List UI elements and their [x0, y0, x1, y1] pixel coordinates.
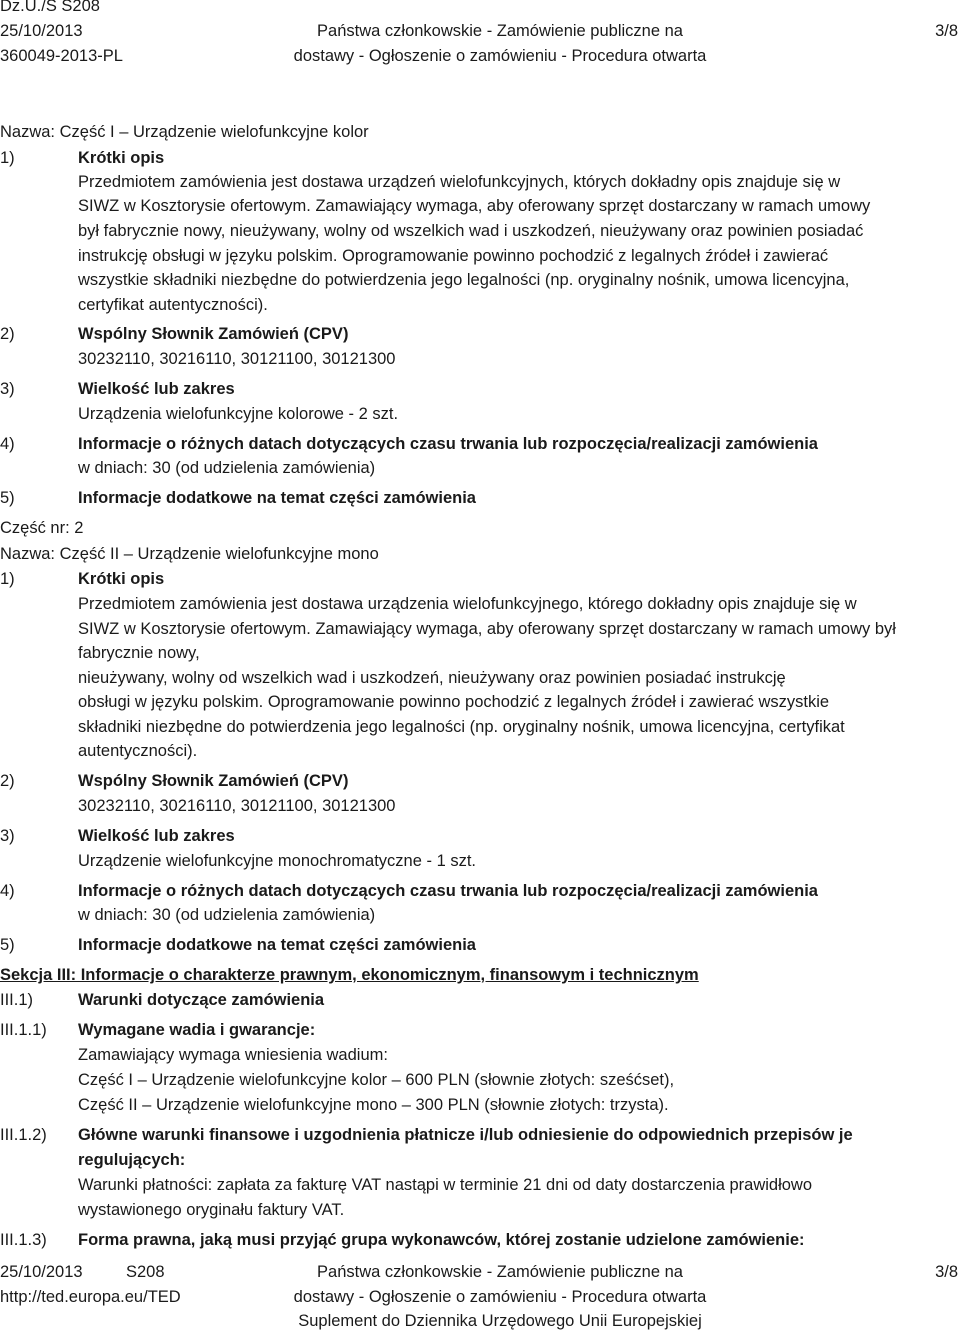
part1-desc-line: wszystkie składniki niezbędne do potwierdzenia jego legalności (np. oryginalny nośnik, umowa licencyjna, — [78, 271, 850, 289]
item-number: 1) — [0, 570, 15, 588]
item-heading: Wielkość lub zakres — [78, 380, 235, 398]
item-number: 3) — [0, 827, 15, 845]
item-heading-cont: regulujących: — [78, 1151, 186, 1169]
item-number: III.1.1) — [0, 1021, 47, 1039]
part1-scope: Urządzenia wielofunkcyjne kolorowe - 2 szt. — [78, 405, 399, 423]
part1-desc-line: certyfikat autentyczności). — [78, 296, 268, 314]
part1-name: Nazwa: Część I – Urządzenie wielofunkcyjne kolor — [0, 123, 369, 141]
part2-scope: Urządzenie wielofunkcyjne monochromatyczne - 1 szt. — [78, 852, 477, 870]
part2-desc-line: autentyczności). — [78, 742, 198, 760]
item-heading: Krótki opis — [78, 570, 165, 588]
item-heading: Krótki opis — [78, 149, 165, 167]
deposit-line: Część I – Urządzenie wielofunkcyjne kolor – 600 PLN (słownie złotych: sześćset), — [78, 1071, 675, 1089]
part1-desc-line: instrukcję obsługi w języku polskim. Oprogramowanie powinno pochodzić z legalnych źródeł i zawierać — [78, 247, 829, 265]
part2-desc-line: fabrycznie nowy, — [78, 644, 200, 662]
payment-line: Warunki płatności: zapłata za fakturę VAT nastąpi w terminie 21 dni od daty dostarczenia prawidłowo — [78, 1176, 813, 1194]
part2-desc-line: nieużywany, wolny od wszelkich wad i uszkodzeń, nieużywany oraz powinien posiadać instrukcję — [78, 669, 786, 687]
footer-date: 25/10/2013 — [0, 1263, 83, 1281]
part2-name: Nazwa: Część II – Urządzenie wielofunkcyjne mono — [0, 545, 379, 563]
item-heading: Informacje o różnych datach dotyczących czasu trwania lub rozpoczęcia/realizacji zamówienia — [78, 882, 818, 900]
item-number: 4) — [0, 882, 15, 900]
footer-supplement: Suplement do Dziennika Urzędowego Unii Europejskiej — [298, 1312, 702, 1330]
item-number: 2) — [0, 325, 15, 343]
item-heading: Wspólny Słownik Zamówień (CPV) — [78, 325, 349, 343]
item-heading: Informacje o różnych datach dotyczących czasu trwania lub rozpoczęcia/realizacji zamówienia — [78, 435, 818, 453]
part2-desc-line: składniki niezbędne do potwierdzenia jego legalności (np. oryginalny nośnik, umowa licencyjna, certyfikat — [78, 718, 845, 736]
header-date: 25/10/2013 — [0, 22, 83, 40]
item-heading: Warunki dotyczące zamówienia — [78, 991, 325, 1009]
item-number: 1) — [0, 149, 15, 167]
item-heading: Wymagane wadia i gwarancje: — [78, 1021, 316, 1039]
item-heading: Główne warunki finansowe i uzgodnienia płatnicze i/lub odniesienie do odpowiednich przepisów je — [78, 1126, 853, 1144]
part2-desc-line: Przedmiotem zamówienia jest dostawa urządzenia wielofunkcyjnego, którego dokładny opis znajduje się w — [78, 595, 857, 613]
part2-cpv-codes: 30232110, 30216110, 30121100, 30121300 — [78, 797, 396, 815]
item-heading: Wspólny Słownik Zamówień (CPV) — [78, 772, 349, 790]
footer-title-line1: Państwa członkowskie - Zamówienie publiczne na — [317, 1263, 683, 1281]
journal-ref: Dz.U./S S208 — [0, 0, 100, 15]
item-number: 5) — [0, 936, 15, 954]
part1-cpv-codes: 30232110, 30216110, 30121100, 30121300 — [78, 350, 396, 368]
item-number: 3) — [0, 380, 15, 398]
part1-desc-line: Przedmiotem zamówienia jest dostawa urządzeń wielofunkcyjnych, których dokładny opis znajduje się w — [78, 173, 841, 191]
footer-url[interactable]: http://ted.europa.eu/TED — [0, 1288, 181, 1306]
footer-title-line2: dostawy - Ogłoszenie o zamówieniu - Procedura otwarta — [293, 1288, 707, 1306]
part2-desc-line: obsługi w języku polskim. Oprogramowanie powinno pochodzić z legalnych źródeł i zawierać wszystkie — [78, 693, 830, 711]
item-number: III.1.3) — [0, 1231, 47, 1249]
item-heading: Informacje dodatkowe na temat części zamówienia — [78, 936, 476, 954]
payment-line: wystawionego oryginału faktury VAT. — [78, 1201, 345, 1219]
section3-title: Sekcja III: Informacje o charakterze prawnym, ekonomicznym, finansowym i technicznym — [0, 966, 699, 984]
part1-desc-line: SIWZ w Kosztorysie ofertowym. Zamawiający wymaga, aby oferowany sprzęt dostarczany w ramach umowy — [78, 197, 871, 215]
item-number: 4) — [0, 435, 15, 453]
footer-page-number: 3/8 — [935, 1263, 958, 1281]
part1-desc-line: był fabrycznie nowy, nieużywany, wolny od wszelkich wad i uszkodzeń, nieużywany oraz powinien posiadać — [78, 222, 864, 240]
item-number: 5) — [0, 489, 15, 507]
part2-dates: w dniach: 30 (od udzielenia zamówienia) — [78, 906, 376, 924]
page-number: 3/8 — [935, 22, 958, 40]
item-number: III.1.2) — [0, 1126, 47, 1144]
header-title-line1: Państwa członkowskie - Zamówienie publiczne na — [317, 22, 683, 40]
item-heading: Forma prawna, jaką musi przyjąć grupa wykonawców, której zostanie udzielone zamówienie: — [78, 1231, 805, 1249]
deposit-line: Część II – Urządzenie wielofunkcyjne mono – 300 PLN (słownie złotych: trzysta). — [78, 1096, 669, 1114]
notice-number: 360049-2013-PL — [0, 47, 123, 65]
item-number: III.1) — [0, 991, 34, 1009]
header-title-line2: dostawy - Ogłoszenie o zamówieniu - Procedura otwarta — [293, 47, 707, 65]
item-heading: Informacje dodatkowe na temat części zamówienia — [78, 489, 476, 507]
part2-number: Część nr: 2 — [0, 519, 84, 537]
footer-issue: S208 — [126, 1263, 165, 1281]
part2-desc-line: SIWZ w Kosztorysie ofertowym. Zamawiający wymaga, aby oferowany sprzęt dostarczany w ramach umowy był — [78, 620, 896, 638]
item-heading: Wielkość lub zakres — [78, 827, 235, 845]
item-number: 2) — [0, 772, 15, 790]
deposit-line: Zamawiający wymaga wniesienia wadium: — [78, 1046, 388, 1064]
part1-dates: w dniach: 30 (od udzielenia zamówienia) — [78, 459, 376, 477]
